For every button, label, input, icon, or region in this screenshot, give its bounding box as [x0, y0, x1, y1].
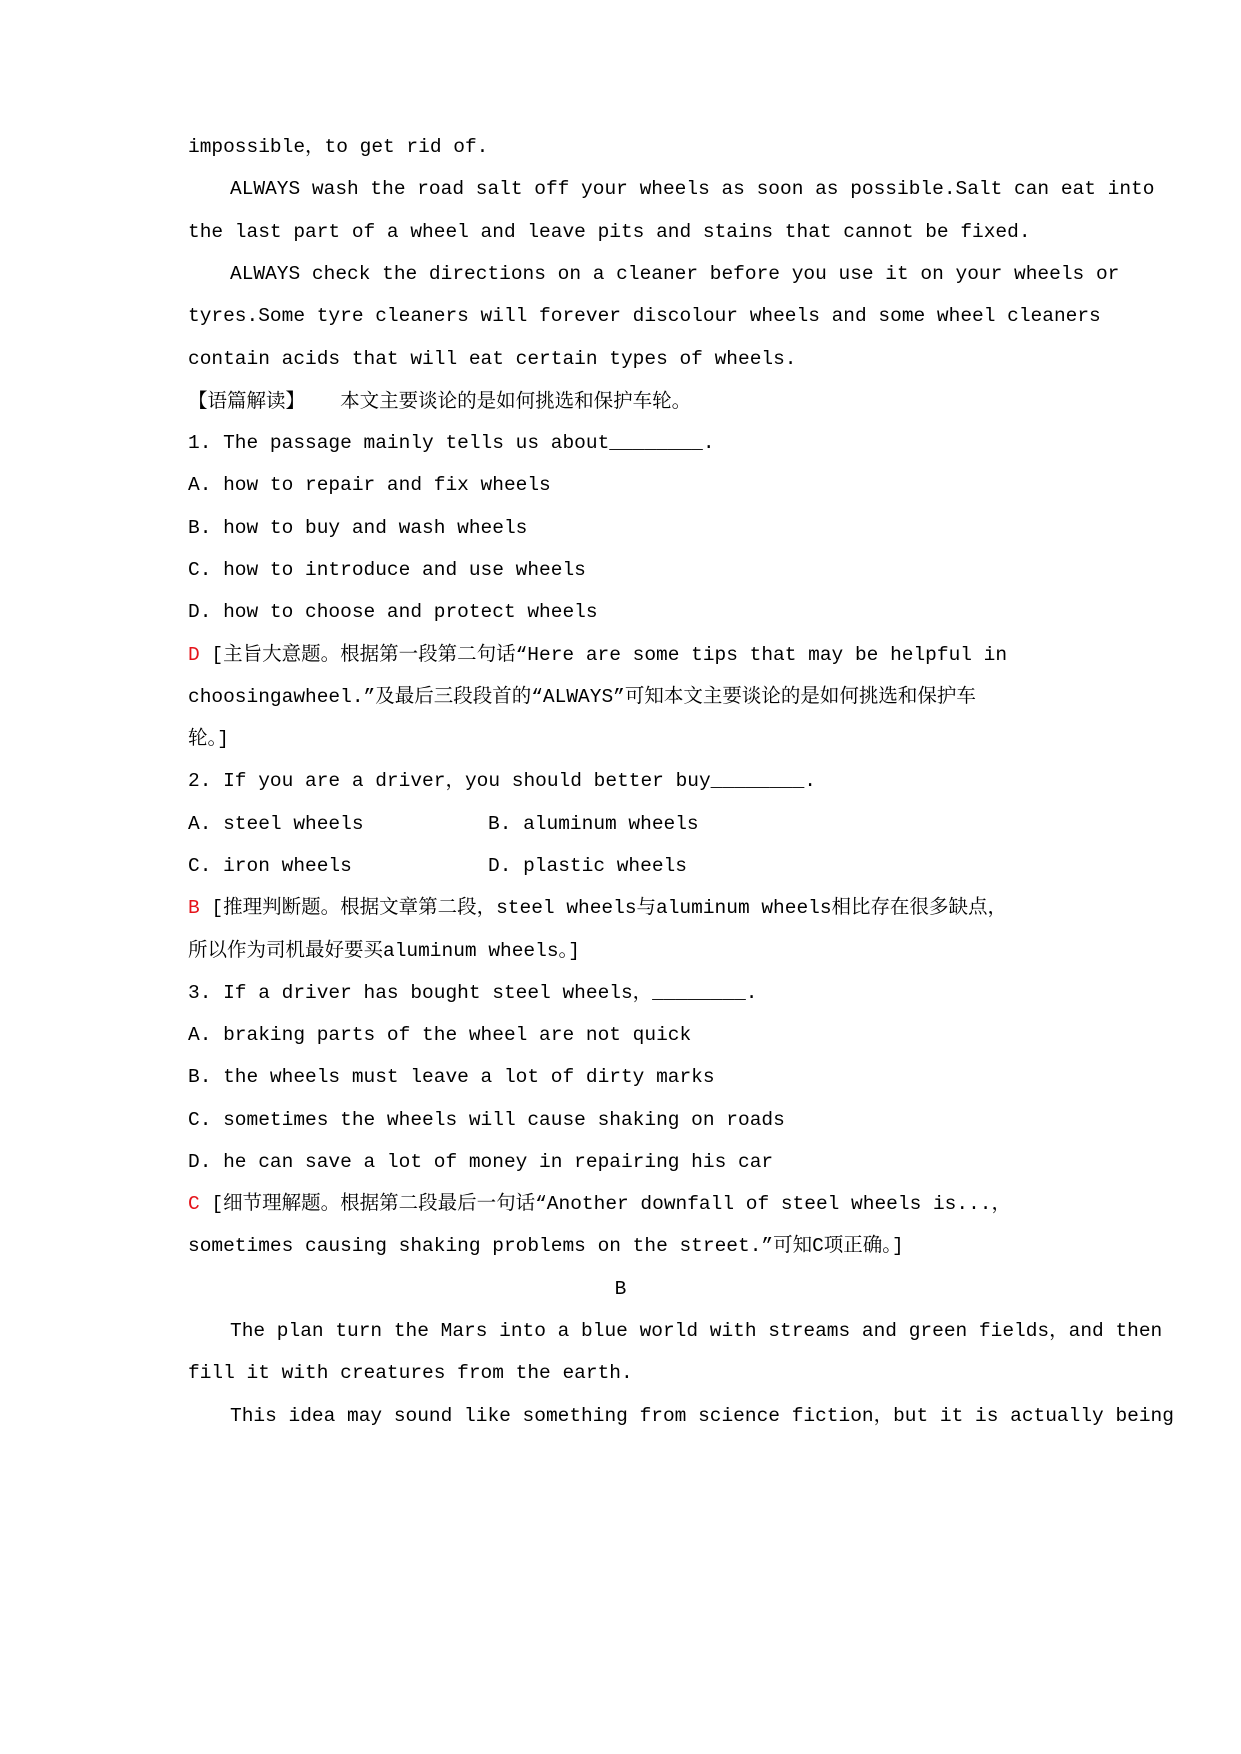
- q1-explanation-line: [188, 640, 1007, 670]
- q3-option-a: A. braking parts of the wheel are not quick: [188, 1024, 692, 1046]
- q2-options-row: [188, 851, 888, 881]
- q1-explanation-text: [主旨大意题。根据第一段第二句话“Here are some tips that may be helpful in: [211, 644, 1008, 666]
- question-2-stem: 2. If you are a driver，you should better buy________.: [188, 770, 816, 792]
- q1-option-a: A. how to repair and fix wheels: [188, 474, 551, 496]
- paragraph-line: the last part of a wheel and leave pits and stains that cannot be fixed.: [188, 221, 1031, 243]
- q2-option-d: D. plastic wheels: [488, 855, 687, 877]
- q3-option-b: B. the wheels must leave a lot of dirty marks: [188, 1066, 715, 1088]
- q2-explanation-line: 所以作为司机最好要买aluminum wheels。]: [188, 940, 580, 962]
- q3-option-c: C. sometimes the wheels will cause shaking on roads: [188, 1109, 785, 1131]
- q2-option-a: A. steel wheels: [188, 813, 364, 835]
- q3-explanation-text: [细节理解题。根据第二段最后一句话“Another downfall of steel wheels is...，: [211, 1193, 1011, 1215]
- q3-explanation-line: [188, 1189, 1011, 1219]
- reading-note-text: 本文主要谈论的是如何挑选和保护车轮。: [340, 391, 692, 413]
- paragraph-line: This idea may sound like something from science fiction，but it is actually being: [230, 1405, 1174, 1427]
- q1-option-c: C. how to introduce and use wheels: [188, 559, 586, 581]
- question-3-stem: 3. If a driver has bought steel wheels，________.: [188, 982, 758, 1004]
- q3-answer: C: [188, 1193, 200, 1215]
- question-1-stem: 1. The passage mainly tells us about________.: [188, 432, 715, 454]
- q2-option-c: C. iron wheels: [188, 855, 352, 877]
- q2-option-b: B. aluminum wheels: [488, 813, 699, 835]
- paragraph-line: contain acids that will eat certain types of wheels.: [188, 348, 797, 370]
- q1-option-b: B. how to buy and wash wheels: [188, 517, 528, 539]
- section-heading: B: [614, 1278, 627, 1300]
- q2-explanation-text: [推理判断题。根据文章第二段，steel wheels与aluminum wheels相比存在很多缺点，: [211, 897, 1008, 919]
- q2-options-row: [188, 809, 888, 839]
- paragraph-line: impossible，to get rid of.: [188, 136, 489, 158]
- paragraph-line: ALWAYS check the directions on a cleaner before you use it on your wheels or: [230, 263, 1120, 285]
- q1-explanation-line: 轮。]: [188, 728, 229, 750]
- paragraph-line: tyres.Some tyre cleaners will forever discolour wheels and some wheel cleaners: [188, 305, 1101, 327]
- q1-explanation-line: choosingawheel.”及最后三段段首的“ALWAYS”可知本文主要谈论的是如何挑选和保护车: [188, 686, 976, 708]
- q1-answer: D: [188, 644, 200, 666]
- q3-explanation-line: sometimes causing shaking problems on the street.”可知C项正确。]: [188, 1235, 904, 1257]
- paragraph-line: ALWAYS wash the road salt off your wheels as soon as possible.Salt can eat into: [230, 178, 1155, 200]
- paragraph-line: The plan turn the Mars into a blue world with streams and green fields，and then: [230, 1320, 1163, 1342]
- q2-explanation-line: [188, 893, 1007, 923]
- reading-note-label: 【语篇解读】: [188, 389, 306, 412]
- paragraph-line: fill it with creatures from the earth.: [188, 1362, 633, 1384]
- q2-answer: B: [188, 897, 200, 919]
- q1-option-d: D. how to choose and protect wheels: [188, 601, 598, 623]
- reading-note: [188, 386, 691, 417]
- q3-option-d: D. he can save a lot of money in repairing his car: [188, 1151, 774, 1173]
